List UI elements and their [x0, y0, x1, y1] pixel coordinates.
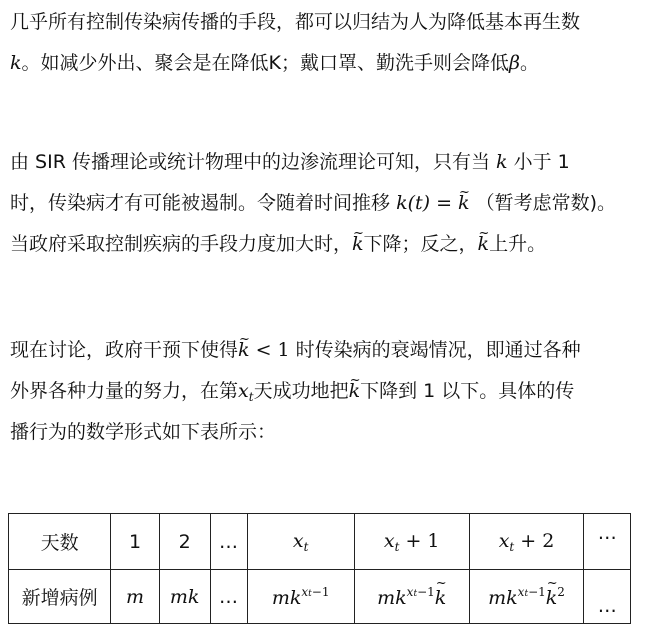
p3-line-2 [10, 371, 638, 412]
case-cell [469, 570, 584, 624]
p3-l3: 播行为的数学形式如下表所示： [10, 421, 277, 443]
p2-l1-a: 由 SIR 传播理论或统计物理中的边渗流理论可知，只有当 [10, 151, 490, 173]
minus-one: −1 [528, 584, 546, 599]
x-var: x [238, 380, 249, 402]
day-cell [247, 514, 354, 570]
minus-one: −1 [311, 584, 330, 599]
p2-l2-a: 时，传染病才有可能被遏制。令随着时间推移 [10, 192, 391, 214]
p2-l3-b: 下降；反之， [363, 233, 478, 255]
p3-line-3 [10, 412, 638, 453]
exponent [301, 585, 329, 599]
t-subscript: t [308, 588, 312, 599]
p1-line-2-text: 。如减少外出、聚会是在降低K；戴口罩、勤洗手则会降低 [21, 52, 509, 74]
plus-one: + 1 [399, 529, 440, 552]
p2-l3-c: 上升。 [489, 233, 547, 255]
p2-line-2 [10, 183, 638, 224]
p2-l2-b: （暂考虑常数)。 [475, 192, 617, 214]
power-two: 2 [557, 584, 565, 599]
k-tilde: ~ k [478, 224, 490, 265]
x-var: x [406, 584, 414, 599]
k-tilde: ~ k [349, 371, 361, 412]
k-var: k [10, 52, 22, 74]
t-subscript: t [509, 539, 515, 554]
k-of-t: k(t) [396, 192, 431, 214]
x-var: x [498, 529, 510, 552]
day-ellipsis: … [584, 514, 631, 570]
less-than-one: < 1 [249, 339, 296, 361]
case-cell [247, 570, 354, 624]
p3-l2-a: 外界各种力量的努力，在第 [10, 380, 239, 402]
p2-line-1 [10, 142, 638, 183]
mk-var: mk [488, 586, 518, 609]
day-cell: 1 [111, 514, 159, 570]
mk-var: mk [271, 586, 302, 609]
case-cell [111, 570, 159, 624]
x-var: x [517, 584, 525, 599]
p3-line-1 [10, 330, 638, 371]
p3-l1-b: 时传染病的衰竭情况，即通过各种 [295, 339, 581, 361]
p1-line-2-end: 。 [519, 52, 539, 74]
m-var: m [126, 585, 145, 608]
case-ellipsis: … [210, 570, 247, 624]
paragraph-2 [10, 142, 638, 265]
mk-var: mk [377, 586, 407, 609]
table-row-cases [9, 570, 631, 624]
k-tilde: ~ k [352, 224, 364, 265]
beta-var: β [508, 52, 520, 74]
case-cell [159, 570, 210, 624]
k-tilde: ~ k [458, 183, 470, 224]
paragraph-3 [10, 330, 638, 453]
day-cell [469, 514, 584, 570]
x-var: x [301, 584, 309, 599]
exponent [407, 585, 435, 599]
p2-l1-b: 小于 1 [513, 151, 570, 173]
table-row-days [9, 514, 631, 570]
exponent [518, 585, 546, 599]
day-ellipsis: … [210, 514, 247, 570]
p1-line-1-text: 几乎所有控制传染病传播的手段，都可以归结为人为降低基本再生数 [10, 11, 581, 33]
k-var: k [496, 151, 508, 173]
mk-var: mk [169, 585, 200, 608]
days-header: 天数 [9, 514, 111, 570]
t-subscript: t [524, 588, 529, 599]
t-subscript: t [303, 539, 309, 554]
cases-table [8, 513, 631, 624]
case-ellipsis: … [584, 570, 631, 624]
plus-two: + 2 [514, 529, 555, 552]
t-subscript: t [394, 539, 400, 554]
case-cell [354, 570, 469, 624]
p3-l2-b: 天成功地把 [253, 380, 349, 402]
p2-l3-a: 当政府采取控制疾病的手段力度加大时， [10, 233, 353, 255]
p1-line-1 [10, 2, 638, 43]
minus-one: −1 [417, 584, 435, 599]
day-cell [354, 514, 469, 570]
cases-header: 新增病例 [9, 570, 111, 624]
k-tilde: ~ k [435, 587, 447, 609]
k-tilde: ~ k [238, 330, 250, 371]
p3-l2-c: 下降到 1 以下。具体的传 [360, 380, 575, 402]
p3-l1-a: 现在讨论，政府干预下使得 [10, 339, 239, 361]
x-var: x [383, 529, 395, 552]
p1-line-2 [10, 43, 638, 84]
day-cell: 2 [159, 514, 210, 570]
p2-line-3 [10, 224, 638, 265]
paragraph-1 [10, 2, 638, 84]
t-subscript: t [248, 390, 254, 404]
x-var: x [292, 529, 304, 552]
equals-sign: = [430, 192, 459, 214]
t-subscript: t [413, 588, 418, 599]
k-tilde: ~ k [546, 587, 558, 609]
